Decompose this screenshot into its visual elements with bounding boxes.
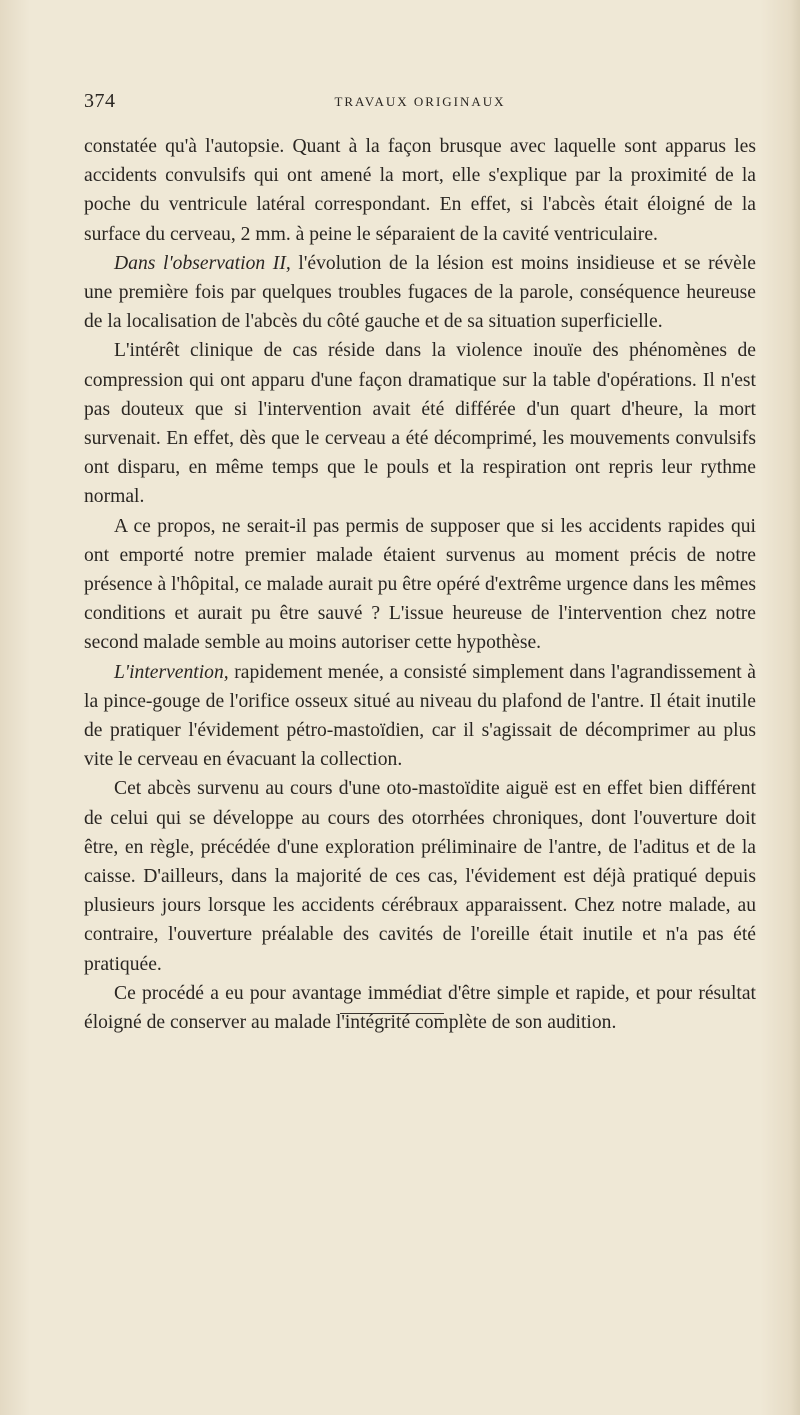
paragraph: Cet abcès survenu au cours d'une oto-mastoïdite aiguë est en effet bien différent de celui qui se développe au cours des otorrhées chroniques, dont l'ouverture doit être, en règle, précédée d'une exploration préliminaire de l'antre, de l'aditus et de la caisse. D'ailleurs, dans la majorité de ces cas, l'évidement est déjà pratiqué depuis plusieurs jours lorsque les accidents cérébraux apparaissent. Chez notre malade, au contraire, l'ouverture préalable des cavités de l'oreille était inutile et n'a pas été pratiquée. bbox=[84, 778, 756, 975]
page-number: 374 bbox=[84, 90, 116, 112]
paragraph: constatée qu'à l'autopsie. Quant à la façon brusque avec laquelle sont apparus les accidents convulsifs qui ont amené la mort, elle s'explique par la proximité de la poche du ventricule latéral correspondant. En effet, si l'abcès était éloigné de la surface du cerveau, 2 mm. à peine le séparaient de la cavité ventriculaire. bbox=[84, 136, 756, 245]
page-header bbox=[84, 90, 756, 120]
article-body bbox=[84, 132, 756, 1037]
observation-heading: Dans l'observation II, bbox=[114, 252, 291, 274]
paragraph: L'intervention, rapidement menée, a consisté simplement dans l'agrandissement à la pince-gouge de l'orifice osseux situé au niveau du plafond de l'antre. Il était inutile de pratiquer l'évidement pétro-mastoïdien, car il s'agissait de décomprimer au plus vite le cerveau en évacuant la collection. bbox=[84, 661, 756, 771]
paragraph: Dans l'observation II, l'évolution de la lésion est moins insidieuse et se révèle une première fois par quelques troubles fugaces de la parole, conséquence heureuse de la localisation de l'abcès du côté gauche et de sa situation superficielle. bbox=[84, 252, 756, 333]
running-head: TRAVAUX ORIGINAUX bbox=[334, 94, 506, 109]
paragraph: Ce procédé a eu pour avantage immédiat d'être simple et rapide, et pour résultat éloigné de conserver au malade l'intégrité complète de son audition. bbox=[84, 982, 756, 1034]
section-end-rule bbox=[340, 1013, 444, 1014]
paragraph: L'intérêt clinique de cas réside dans la violence inouïe des phénomènes de compression qui ont apparu d'une façon dramatique sur la table d'opérations. Il n'est pas douteux que si l'intervention avait été différée d'un quart d'heure, la mort survenait. En effet, dès que le cerveau a été décomprimé, les mouvements convulsifs ont disparu, en même temps que le pouls et la respiration ont repris leur rythme normal. bbox=[84, 340, 756, 508]
paragraph: A ce propos, ne serait-il pas permis de supposer que si les accidents rapides qui ont emporté notre premier malade étaient survenus au moment précis de notre présence à l'hôpital, ce malade aurait pu être opéré d'extrême urgence dans les mêmes conditions et aurait pu être sauvé ? L'issue heureuse de l'intervention chez notre second malade semble au moins autoriser cette hypothèse. bbox=[84, 515, 756, 654]
intervention-heading: L'intervention, bbox=[114, 661, 229, 683]
